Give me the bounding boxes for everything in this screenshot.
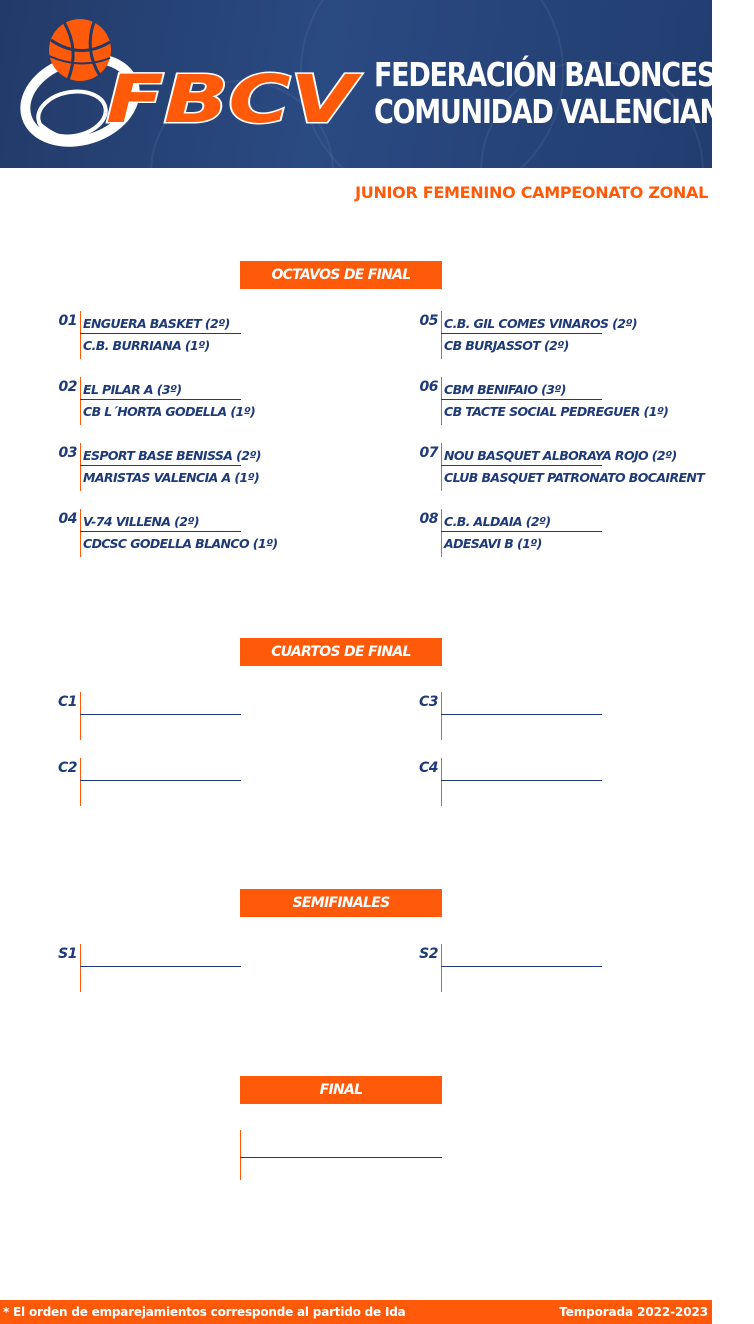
bracket-separator	[441, 714, 602, 715]
bracket-line	[80, 311, 81, 359]
bracket-line	[80, 377, 81, 425]
home-team: CBM BENIFAIO (3º)	[444, 382, 566, 397]
home-team: C.B. ALDAIA (2º)	[444, 514, 551, 529]
header-banner	[0, 0, 754, 168]
home-team: C.B. GIL COMES VINAROS (2º)	[444, 316, 637, 331]
bracket-line	[80, 758, 81, 806]
competition-title: JUNIOR FEMENINO CAMPEONATO ZONAL	[355, 183, 708, 202]
away-team: CB L´HORTA GODELLA (1º)	[83, 404, 256, 419]
away-team: MARISTAS VALENCIA A (1º)	[83, 470, 260, 485]
bracket-separator	[80, 966, 241, 967]
bracket-line	[441, 944, 442, 992]
bracket-line	[80, 944, 81, 992]
logo-text: FBCV	[106, 61, 363, 138]
match-number: S1	[58, 946, 77, 962]
bracket-separator	[441, 531, 602, 532]
away-team: CB BURJASSOT (2º)	[444, 338, 569, 353]
home-team: EL PILAR A (3º)	[83, 382, 182, 397]
match-number: 01	[58, 313, 77, 329]
match-number: S2	[419, 946, 438, 962]
federation-line2: COMUNIDAD VALENCIANA	[374, 92, 741, 131]
bracket-line	[441, 692, 442, 740]
away-team: C.B. BURRIANA (1º)	[83, 338, 210, 353]
bracket-line	[441, 311, 442, 359]
home-team: V-74 VILLENA (2º)	[83, 514, 199, 529]
bracket-line	[441, 758, 442, 806]
away-team: ADESAVI B (1º)	[444, 536, 542, 551]
away-team: CLUB BASQUET PATRONATO BOCAIRENT	[444, 470, 705, 485]
fbcv-logo	[18, 18, 363, 153]
bracket-separator	[80, 714, 241, 715]
federation-line1: FEDERACIÓN BALONCESTO	[374, 55, 754, 94]
away-team: CDCSC GODELLA BLANCO (1º)	[83, 536, 278, 551]
season-label: Temporada 2022-2023	[559, 1305, 708, 1319]
bracket-separator	[80, 399, 241, 400]
bracket-separator	[80, 780, 241, 781]
home-team: NOU BASQUET ALBORAYA ROJO (2º)	[444, 448, 677, 463]
footer-bar	[0, 1300, 712, 1324]
round-title-octavos: OCTAVOS DE FINAL	[240, 261, 442, 289]
match-number: 04	[58, 511, 77, 527]
home-team: ENGUERA BASKET (2º)	[83, 316, 230, 331]
away-team: CB TACTE SOCIAL PEDREGUER (1º)	[444, 404, 669, 419]
bracket-separator	[80, 465, 241, 466]
bracket-line	[240, 1130, 241, 1180]
match-number: 05	[419, 313, 438, 329]
federation-title	[374, 55, 754, 131]
bracket-separator	[240, 1157, 442, 1158]
round-title-semifinales: SEMIFINALES	[240, 889, 442, 917]
round-title-final: FINAL	[240, 1076, 442, 1104]
bracket-separator	[441, 966, 602, 967]
bracket-line	[441, 443, 442, 491]
bracket-line	[441, 377, 442, 425]
footer-note: * El orden de emparejamientos corresponde al partido de Ida	[3, 1305, 406, 1319]
bracket-separator	[80, 333, 241, 334]
bracket-line	[80, 692, 81, 740]
bracket-separator	[441, 465, 602, 466]
match-number: 08	[419, 511, 438, 527]
match-number: 02	[58, 379, 77, 395]
match-number: C1	[57, 694, 77, 710]
bracket-line	[80, 509, 81, 557]
match-number: 07	[419, 445, 438, 461]
match-number: C4	[418, 760, 438, 776]
bracket-separator	[441, 333, 602, 334]
bracket-line	[441, 509, 442, 557]
home-team: ESPORT BASE BENISSA (2º)	[83, 448, 261, 463]
match-number: 03	[58, 445, 77, 461]
bracket-line	[80, 443, 81, 491]
round-title-cuartos: CUARTOS DE FINAL	[240, 638, 442, 666]
bracket-separator	[80, 531, 241, 532]
match-number: 06	[419, 379, 438, 395]
bracket-separator	[441, 780, 602, 781]
bracket-separator	[441, 399, 602, 400]
match-number: C3	[418, 694, 438, 710]
match-number: C2	[57, 760, 77, 776]
